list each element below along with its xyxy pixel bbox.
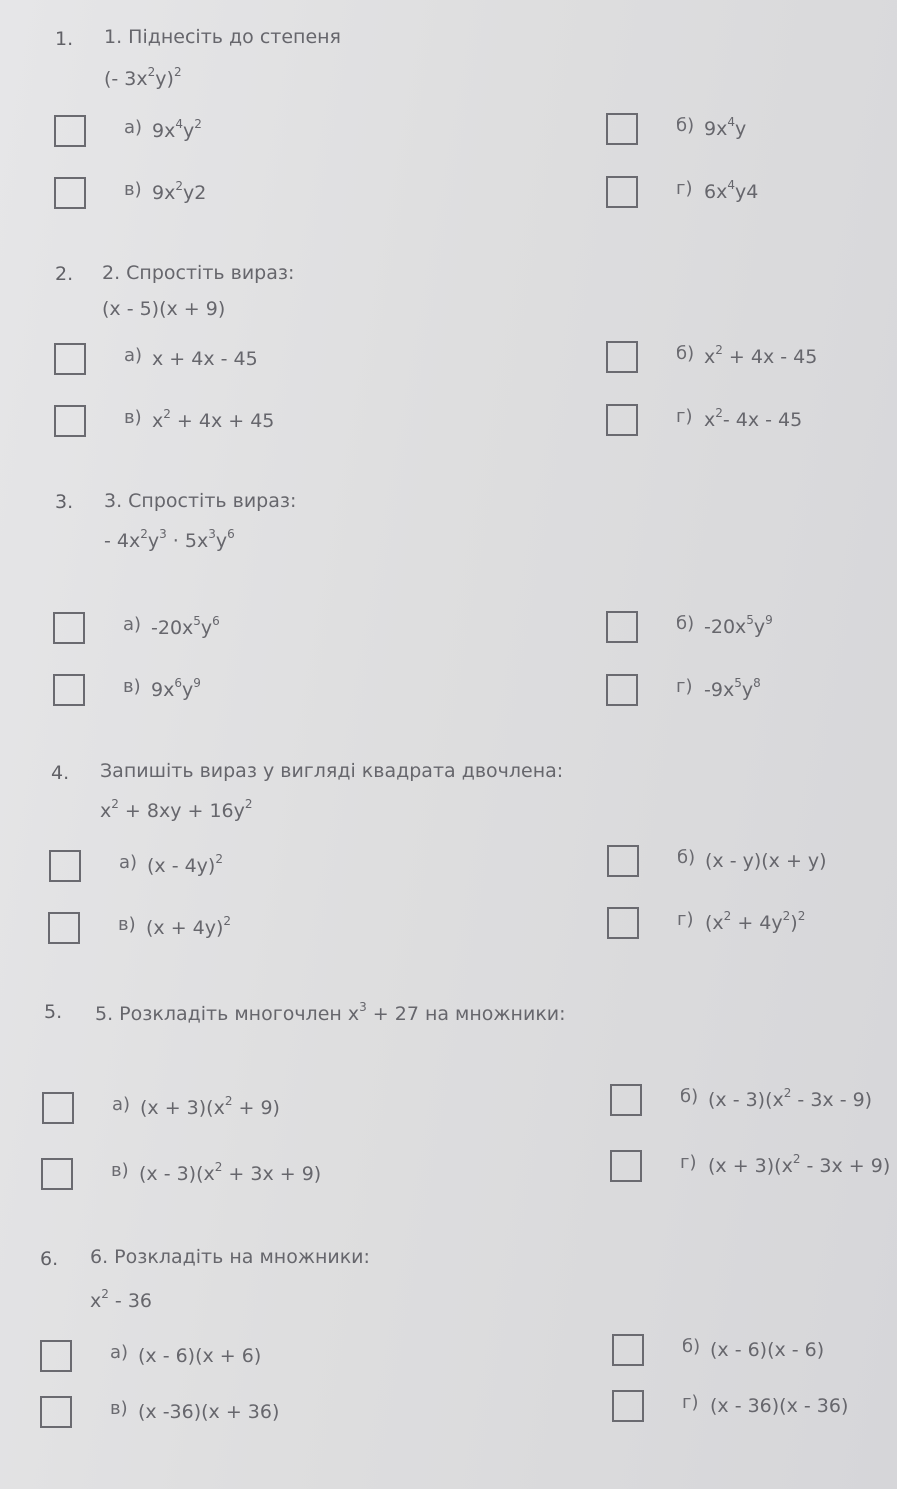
answer-checkbox[interactable] — [42, 1092, 74, 1124]
option-text: (x -36)(x + 36) — [138, 1401, 280, 1423]
answer-checkbox[interactable] — [612, 1390, 644, 1422]
option-letter: б) — [676, 343, 695, 364]
answer-checkbox[interactable] — [54, 343, 86, 375]
question-expression: $x^2 - 36$ — [90, 1287, 153, 1312]
option-letter: в) — [124, 179, 142, 200]
option-text: $-20x^5y^9$ — [704, 613, 773, 638]
option-text: $9x^6y^9$ — [151, 676, 201, 701]
answer-checkbox[interactable] — [610, 1150, 642, 1182]
answer-checkbox[interactable] — [54, 405, 86, 437]
answer-checkbox[interactable] — [607, 845, 639, 877]
answer-checkbox[interactable] — [610, 1084, 642, 1116]
answer-checkbox[interactable] — [606, 611, 638, 643]
option-text: (x - y)(x + y) — [705, 850, 827, 872]
option-text: $x^2 + 4x - 45$ — [704, 343, 818, 368]
question-expression: - $4x^2y^3 \cdot 5x^3y^6$ — [104, 527, 235, 552]
option-text: $x^2 + 4x + 45$ — [152, 407, 275, 432]
option-letter: в) — [111, 1160, 129, 1181]
question-number: 2. — [55, 263, 74, 285]
answer-checkbox[interactable] — [606, 176, 638, 208]
option-letter: в) — [124, 407, 142, 428]
question-number: 6. — [40, 1248, 59, 1270]
option-text: $-9x^5y^8$ — [704, 676, 761, 701]
option-letter: г) — [680, 1152, 697, 1173]
option-letter: г) — [676, 406, 693, 427]
question-title: 2. Спростіть вираз: — [102, 262, 295, 284]
option-letter: б) — [680, 1086, 699, 1107]
answer-checkbox[interactable] — [41, 1158, 73, 1190]
answer-checkbox[interactable] — [606, 674, 638, 706]
option-text: (x - 6)(x + 6) — [138, 1345, 262, 1367]
option-letter: б) — [677, 847, 696, 868]
answer-checkbox[interactable] — [606, 404, 638, 436]
option-letter: в) — [123, 676, 141, 697]
option-text: $(x^2 + 4y^2)^2$ — [705, 909, 806, 934]
answer-checkbox[interactable] — [612, 1334, 644, 1366]
answer-checkbox[interactable] — [606, 341, 638, 373]
option-text: $9x^4y^2$ — [152, 117, 202, 142]
option-text: (x - 4y)$^2$ — [147, 852, 223, 877]
option-letter: г) — [677, 909, 694, 930]
answer-checkbox[interactable] — [607, 907, 639, 939]
answer-checkbox[interactable] — [48, 912, 80, 944]
question-title: 3. Спростіть вираз: — [104, 490, 297, 512]
option-text: $x^2-$ 4x - 45 — [704, 406, 803, 431]
option-letter: б) — [676, 115, 695, 136]
answer-checkbox[interactable] — [53, 612, 85, 644]
option-letter: г) — [676, 178, 693, 199]
option-letter: а) — [112, 1094, 131, 1115]
option-text: $-20x^5y^6$ — [151, 614, 220, 639]
option-letter: г) — [682, 1392, 699, 1413]
option-letter: а) — [124, 345, 143, 366]
question-number: 4. — [51, 762, 70, 784]
answer-checkbox[interactable] — [606, 113, 638, 145]
question-title: 6. Розкладіть на множники: — [90, 1246, 370, 1268]
option-letter: б) — [676, 613, 695, 634]
option-letter: а) — [123, 614, 142, 635]
option-text: $6x^4y4$ — [704, 178, 759, 203]
option-text: $(x + 4y)^2$ — [146, 914, 232, 939]
option-letter: а) — [110, 1342, 129, 1363]
option-text: $(x - 3)(x^2 + 3x + 9)$ — [139, 1160, 322, 1185]
question-number: 5. — [44, 1001, 63, 1023]
option-text: $9x^2y2$ — [152, 179, 207, 204]
answer-checkbox[interactable] — [49, 850, 81, 882]
option-text: (x - 36)(x - 36) — [710, 1395, 849, 1417]
question-title: 5. Розкладіть многочлен $x^3 + 27$ на множники: — [95, 1000, 566, 1025]
option-letter: а) — [119, 852, 138, 873]
question-expression: (x - 5)(x + 9) — [102, 298, 226, 320]
option-letter: г) — [676, 676, 693, 697]
option-text: $(x + 3)(x^2 + 9)$ — [140, 1094, 280, 1119]
answer-checkbox[interactable] — [54, 177, 86, 209]
answer-checkbox[interactable] — [40, 1340, 72, 1372]
option-letter: а) — [124, 117, 143, 138]
answer-checkbox[interactable] — [53, 674, 85, 706]
answer-checkbox[interactable] — [54, 115, 86, 147]
question-expression: $x^2 + 8xy + 16y^2$ — [100, 797, 253, 822]
question-title: Запишіть вираз у вигляді квадрата двочлена: — [100, 760, 564, 782]
option-text: $(x + 3)(x^2 - 3x + 9)$ — [708, 1152, 891, 1177]
question-expression: (- $3x^2y)^2$ — [104, 65, 182, 90]
question-title: 1. Піднесіть до степеня — [104, 26, 341, 48]
option-text: x + 4x - 45 — [152, 348, 258, 370]
answer-checkbox[interactable] — [40, 1396, 72, 1428]
option-text: $(x - 3)(x^2 - 3x - 9)$ — [708, 1086, 873, 1111]
question-number: 3. — [55, 491, 74, 513]
option-letter: в) — [118, 914, 136, 935]
question-number: 1. — [55, 28, 74, 50]
option-letter: б) — [682, 1336, 701, 1357]
option-letter: в) — [110, 1398, 128, 1419]
option-text: (x - 6)(x - 6) — [710, 1339, 825, 1361]
option-text: $9x^4y$ — [704, 115, 747, 140]
